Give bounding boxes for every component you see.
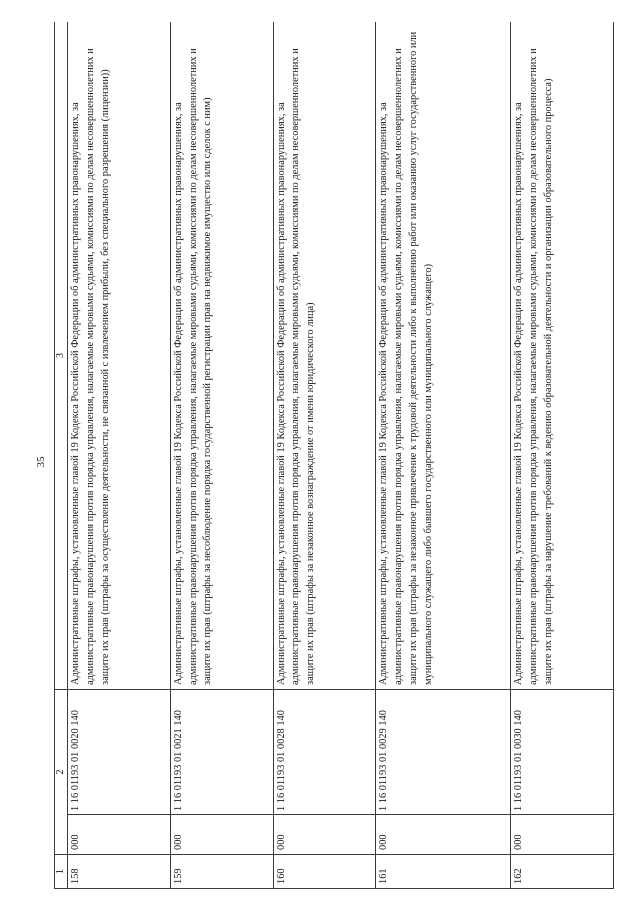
administrator-code: 000 — [511, 815, 614, 855]
table-row — [273, 22, 376, 889]
table-row — [170, 22, 273, 889]
row-number: 162 — [511, 855, 614, 889]
administrator-code: 000 — [170, 815, 273, 855]
administrator-code: 000 — [376, 815, 511, 855]
income-description: Административные штрафы, установленные главой 19 Кодекса Российской Федерации об административных правонарушениях, за административные правонарушения против порядка управления, налагаемые мировыми судьями, комиссиями по делам несовершеннолетних и защите их прав (штрафы за незаконное вознаграждение от имени юридического лица) — [273, 22, 376, 689]
table-header-row — [55, 22, 68, 889]
table-row — [511, 22, 614, 889]
page-number: 35 — [35, 456, 47, 468]
budget-classification-code: 1 16 01193 01 0029 140 — [376, 689, 511, 814]
budget-classification-code: 1 16 01193 01 0020 140 — [68, 689, 171, 814]
budget-classification-code: 1 16 01193 01 0028 140 — [273, 689, 376, 814]
budget-classification-code: 1 16 01193 01 0021 140 — [170, 689, 273, 814]
column-header-2: 2 — [55, 689, 68, 854]
income-description: Административные штрафы, установленные главой 19 Кодекса Российской Федерации об административных правонарушениях, за административные правонарушения против порядка управления, налагаемые мировыми судьями, комиссиями по делам несовершеннолетних и защите их прав (штрафы за осуществление деятельности, не связанной с извлечением прибыли, без специального разрешения (лицензии)) — [68, 22, 171, 689]
administrator-code: 000 — [68, 815, 171, 855]
row-number: 160 — [273, 855, 376, 889]
column-header-3: 3 — [55, 22, 68, 689]
administrator-code: 000 — [273, 815, 376, 855]
row-number: 161 — [376, 855, 511, 889]
income-description: Административные штрафы, установленные главой 19 Кодекса Российской Федерации об административных правонарушениях, за административные правонарушения против порядка управления, налагаемые мировыми судьями, комиссиями по делам несовершеннолетних и защите их прав (штрафы за нарушение требований к ведению образовательной деятельности и организации образовательного процесса) — [511, 22, 614, 689]
column-header-1: 1 — [55, 855, 68, 889]
table-row — [68, 22, 171, 889]
document-page — [54, 22, 614, 889]
budget-code-table — [54, 22, 614, 889]
table-row — [376, 22, 511, 889]
row-number: 158 — [68, 855, 171, 889]
budget-classification-code: 1 16 01193 01 0030 140 — [511, 689, 614, 814]
row-number: 159 — [170, 855, 273, 889]
income-description: Административные штрафы, установленные главой 19 Кодекса Российской Федерации об административных правонарушениях, за административные правонарушения против порядка управления, налагаемые мировыми судьями, комиссиями по делам несовершеннолетних и защите их прав (штрафы за несоблюдение порядка государственной регистрации прав на недвижимое имущество или сделок с ним) — [170, 22, 273, 689]
income-description: Административные штрафы, установленные главой 19 Кодекса Российской Федерации об административных правонарушениях, за административные правонарушения против порядка управления, налагаемые мировыми судьями, комиссиями по делам несовершеннолетних и защите их прав (штрафы за незаконное привлечение к трудовой деятельности либо к выполнению работ или оказанию услуг государственного или муниципального служащего либо бывшего государственного или муниципального служащего) — [376, 22, 511, 689]
